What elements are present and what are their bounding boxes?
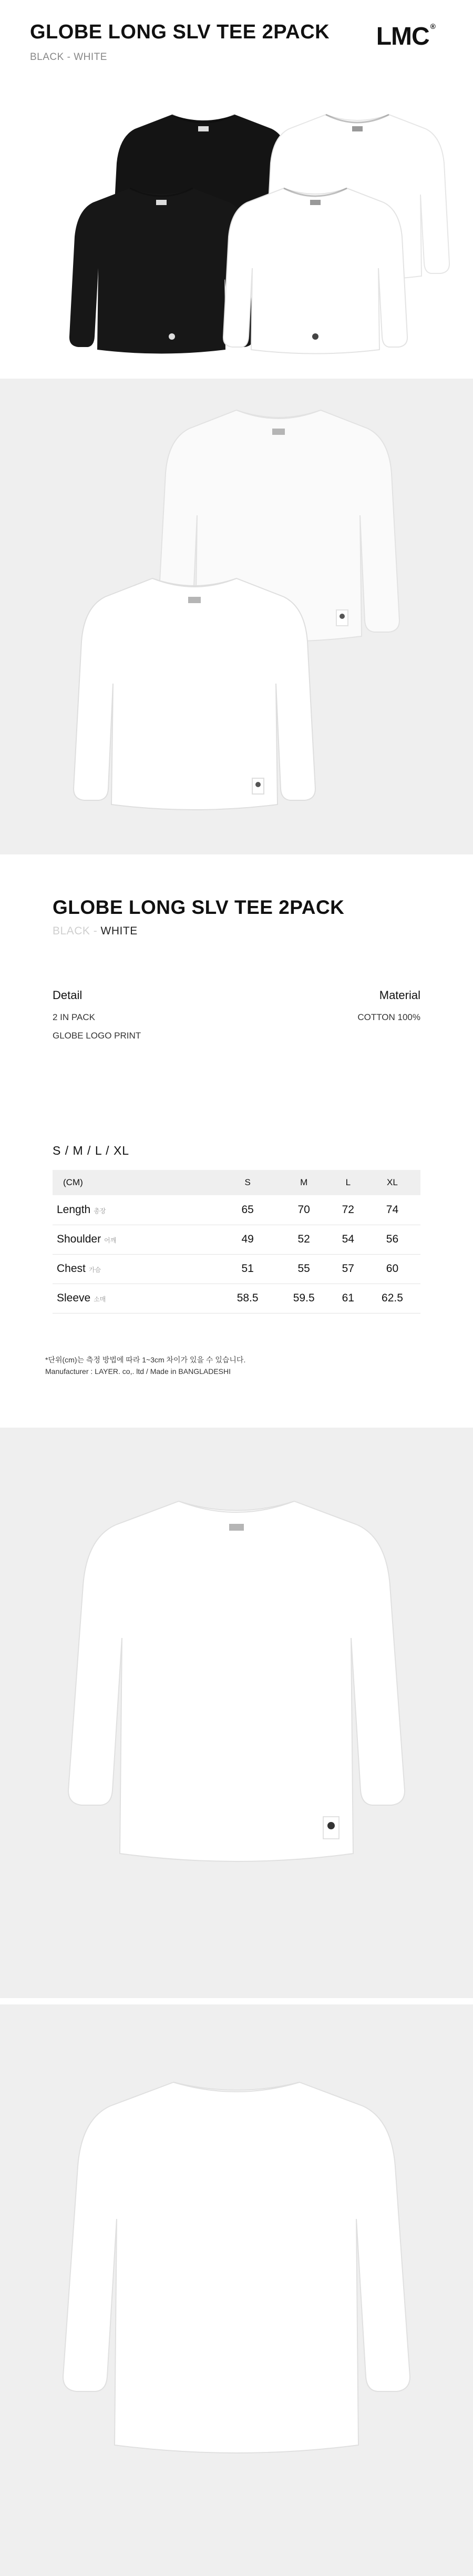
size-notes [45, 1354, 245, 1377]
row-label [53, 1225, 220, 1254]
table-header-cell: S [220, 1170, 276, 1195]
size-note-line: *단위(cm)는 측정 방법에 따라 1~3cm 차이가 있을 수 있습니다. [45, 1356, 246, 1364]
table-cell: 72 [332, 1195, 364, 1225]
material-heading: Material [379, 989, 420, 1002]
table-cell: 57 [332, 1254, 364, 1284]
table-cell: 60 [364, 1254, 420, 1284]
material-value: COTTON 100% [357, 1012, 420, 1022]
size-list: S / M / L / XL [53, 1144, 130, 1157]
table-row [53, 1254, 420, 1284]
size-table [53, 1170, 420, 1314]
white-tee [68, 1501, 405, 1861]
row-label-en: Length [57, 1203, 91, 1216]
product-info-section [0, 854, 473, 1428]
table-cell: 70 [276, 1195, 332, 1225]
table-cell: 74 [364, 1195, 420, 1225]
detail-line: 2 IN PACK [53, 1012, 95, 1022]
row-label [53, 1195, 220, 1225]
table-row [53, 1225, 420, 1254]
table-row [53, 1195, 420, 1225]
row-label [53, 1284, 220, 1313]
white-tee-front-image [0, 1428, 473, 1998]
photo-white-tee-front [0, 1428, 473, 1998]
product-title: GLOBE LONG SLV TEE 2PACK [30, 21, 330, 43]
row-label-ko: 소매 [94, 1296, 106, 1303]
table-cell: 61 [332, 1284, 364, 1313]
brand-logo [376, 22, 435, 51]
color-separator: - [90, 925, 101, 937]
table-header-cell: (CM) [53, 1170, 220, 1195]
row-label-ko: 어깨 [104, 1237, 117, 1244]
section-divider [0, 1998, 473, 2004]
registered-mark: ® [430, 22, 435, 30]
table-header-cell: L [332, 1170, 364, 1195]
table-cell: 49 [220, 1225, 276, 1254]
row-label-ko: 가슴 [88, 1266, 101, 1274]
table-cell: 62.5 [364, 1284, 420, 1313]
header-section [0, 0, 473, 379]
table-header-cell: XL [364, 1170, 420, 1195]
table-cell: 51 [220, 1254, 276, 1284]
color-black-label: BLACK [53, 925, 90, 937]
row-label-en: Sleeve [57, 1292, 91, 1304]
white-tee-back-image [0, 1998, 473, 2576]
neck-label [229, 1524, 244, 1531]
detail-line: GLOBE LOGO PRINT [53, 1031, 141, 1041]
color-white-label: WHITE [100, 925, 138, 937]
table-cell: 59.5 [276, 1284, 332, 1313]
row-label-ko: 총장 [94, 1207, 106, 1215]
globe-icon [327, 1822, 335, 1829]
product-colors: BLACK - WHITE [30, 52, 107, 63]
table-cell: 58.5 [220, 1284, 276, 1313]
table-cell: 52 [276, 1225, 332, 1254]
white-tee-front [74, 578, 315, 810]
brand-logo-text: LMC [376, 23, 429, 50]
table-cell: 54 [332, 1225, 364, 1254]
manufacturer-note: Manufacturer : LAYER. co,. ltd / Made in BANGLADESHI [45, 1367, 231, 1376]
table-row [53, 1284, 420, 1313]
row-label [53, 1254, 220, 1284]
white-tee [63, 2082, 410, 2453]
row-label-en: Chest [57, 1262, 86, 1275]
photo-two-white-tees [0, 379, 473, 854]
table-cell: 56 [364, 1225, 420, 1254]
table-cell: 65 [220, 1195, 276, 1225]
two-white-tees-image [0, 379, 473, 854]
info-title: GLOBE LONG SLV TEE 2PACK [53, 897, 345, 918]
photo-white-tee-back [0, 1998, 473, 2576]
table-cell: 55 [276, 1254, 332, 1284]
row-label-en: Shoulder [57, 1233, 101, 1245]
hero-product-image [0, 89, 473, 415]
detail-heading: Detail [53, 989, 83, 1002]
info-colors [53, 925, 138, 938]
size-table-header [53, 1170, 420, 1195]
table-header-cell: M [276, 1170, 332, 1195]
